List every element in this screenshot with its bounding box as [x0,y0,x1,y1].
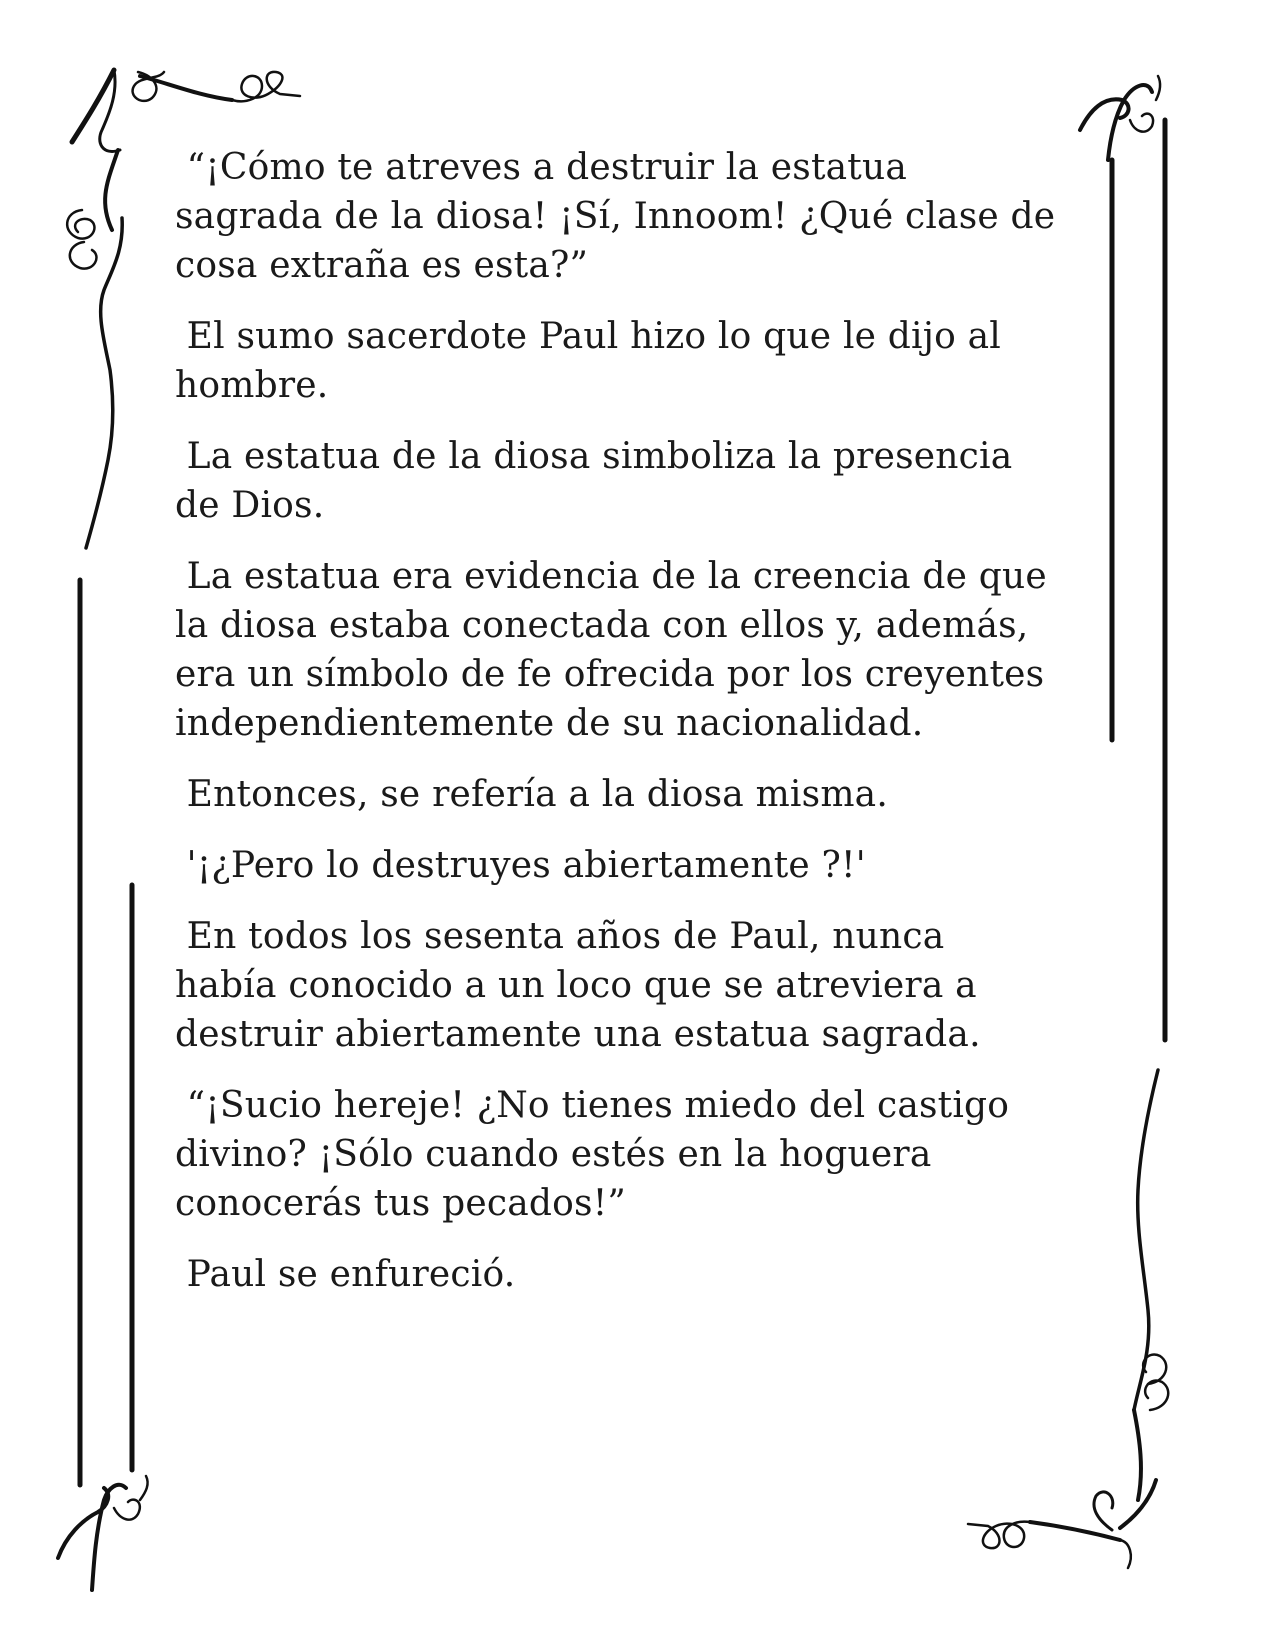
paragraph-1: “¡Cómo te atreves a destruir la estatua sagrada de la diosa! ¡Sí, Innoom! ¿Qué clase de cosa extraña es esta?” [175,147,1056,286]
paragraph-3: La estatua de la diosa simboliza la presencia de Dios. [175,436,1013,526]
paragraph-9: Paul se enfureció. [175,1254,516,1295]
paragraph-5: Entonces, se refería a la diosa misma. [175,774,888,815]
paragraph-4: La estatua era evidencia de la creencia de que la diosa estaba conectada con ellos y, además, era un símbolo de fe ofrecida por los creyentes independientemente de su nacionalidad. [175,556,1047,744]
paragraph-2: El sumo sacerdote Paul hizo lo que le dijo al hombre. [175,316,1002,406]
story-text [175,143,1095,1321]
paragraph-7: En todos los sesenta años de Paul, nunca había conocido a un loco que se atreviera a destruir abiertamente una estatua sagrada. [175,916,981,1055]
paragraph-8: “¡Sucio hereje! ¿No tienes miedo del castigo divino? ¡Sólo cuando estés en la hoguera conocerás tus pecados!” [175,1085,1010,1224]
bottom-left-flourish-ornament [58,1476,148,1590]
paragraph-6: '¡¿Pero lo destruyes abiertamente ?!' [175,845,866,886]
